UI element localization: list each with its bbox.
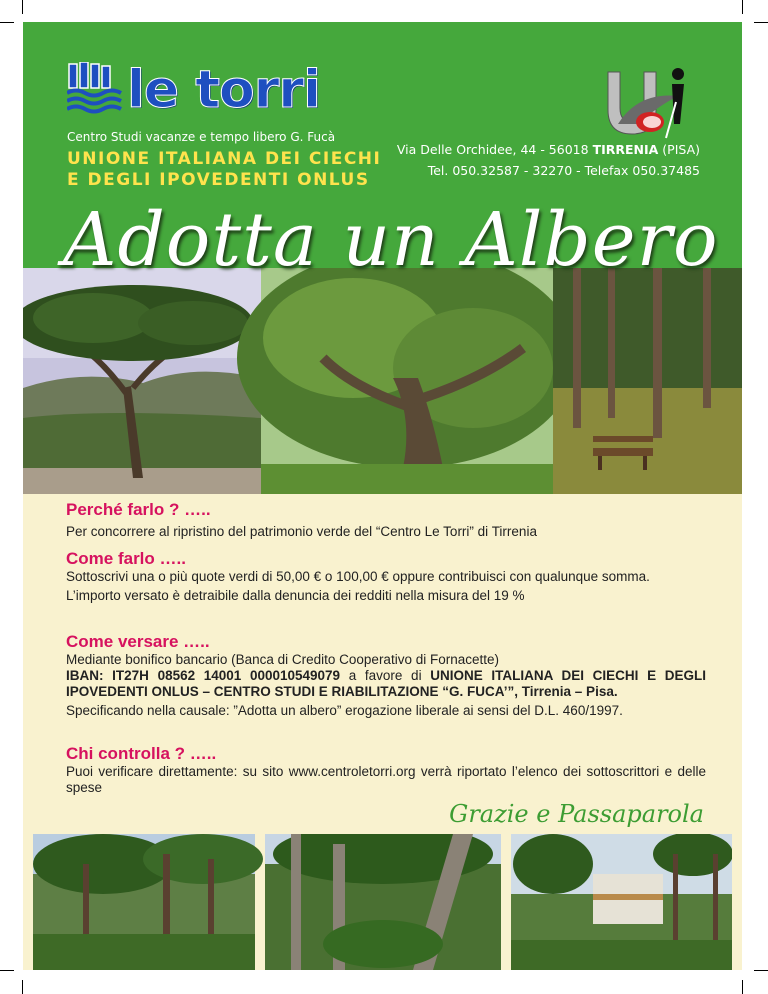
iban: IBAN: IT27H 08562 14001 000010549079 <box>66 668 341 683</box>
section-pay-title: Come versare ….. <box>66 632 210 651</box>
address-city: TIRRENIA <box>592 142 659 157</box>
photo-oak <box>237 268 577 494</box>
beneficiary: UNIONE ITALIANA DEI CIECHI E DEGLI IPOVEDENTI ONLUS – CENTRO STUDI E RIABILITAZIONE “G. FUCA’”, Tirrenia – Pisa. <box>66 668 706 699</box>
center-name: Centro Studi vacanze e tempo libero G. Fucà <box>67 130 336 144</box>
garden-photos <box>33 834 732 970</box>
address-street: Via Delle Orchidee, 44 - 56018 <box>396 142 593 157</box>
address-province: (PISA) <box>658 142 700 157</box>
le-torri-logo <box>67 62 367 122</box>
section-how-text2: L’importo versato è detraibile dalla denuncia dei redditi nella misura del 19 % <box>66 588 525 603</box>
section-how <box>66 549 706 604</box>
flyer <box>23 22 742 970</box>
section-pay <box>66 632 706 719</box>
crop-mark <box>742 980 743 994</box>
crop-mark <box>0 22 14 23</box>
uic-logo-icon <box>598 62 690 142</box>
address <box>397 142 700 157</box>
tree-photos <box>23 268 742 494</box>
section-why-title: Perché farlo ? ….. <box>66 500 211 519</box>
crop-mark <box>22 0 23 14</box>
section-pay-text2: Specificando nella causale: ”Adotta un albero” erogazione liberale ai sensi del D.L. 460/1997. <box>66 703 623 718</box>
closing-message: Grazie e Passaparola <box>449 800 704 828</box>
section-control <box>66 744 706 796</box>
logo-text: le torri <box>127 60 320 120</box>
section-control-title: Chi controlla ? ….. <box>66 744 217 763</box>
section-control-text: Puoi verificare direttamente: su sito www.centroletorri.org verrà riportato l’elenco dei sottoscrittori e delle spese <box>66 764 706 795</box>
section-how-text1: Sottoscrivi una o più quote verdi di 50,00 € o 100,00 € oppure contribuisci con qualunque somma. <box>66 569 650 584</box>
crop-mark <box>754 970 768 971</box>
crop-mark <box>22 980 23 994</box>
section-pay-text1: Mediante bonifico bancario (Banca di Credito Cooperativo di Fornacette) <box>66 652 499 667</box>
headline: Adotta un Albero <box>63 197 719 283</box>
crop-mark <box>754 22 768 23</box>
towers-wave-icon <box>67 62 123 116</box>
section-why-text: Per concorrere al ripristino del patrimonio verde del “Centro Le Torri” di Tirrenia <box>66 524 537 539</box>
crop-mark <box>0 970 14 971</box>
org-name-line2: E DEGLI IPOVEDENTI ONLUS <box>67 170 370 190</box>
org-name-line1: UNIONE ITALIANA DEI CIECHI <box>67 149 382 169</box>
in-favor: a favore di <box>340 668 431 683</box>
section-why <box>66 500 706 540</box>
photo-garden-3 <box>511 834 732 970</box>
photo-garden-2 <box>265 834 501 970</box>
section-pay-iban <box>66 668 706 700</box>
photo-pine <box>23 268 261 494</box>
photo-garden-1 <box>33 834 263 970</box>
crop-mark <box>742 0 743 14</box>
section-how-title: Come farlo ….. <box>66 549 186 568</box>
photo-grove <box>553 268 742 494</box>
phone: Tel. 050.32587 - 32270 - Telefax 050.37485 <box>427 163 700 178</box>
